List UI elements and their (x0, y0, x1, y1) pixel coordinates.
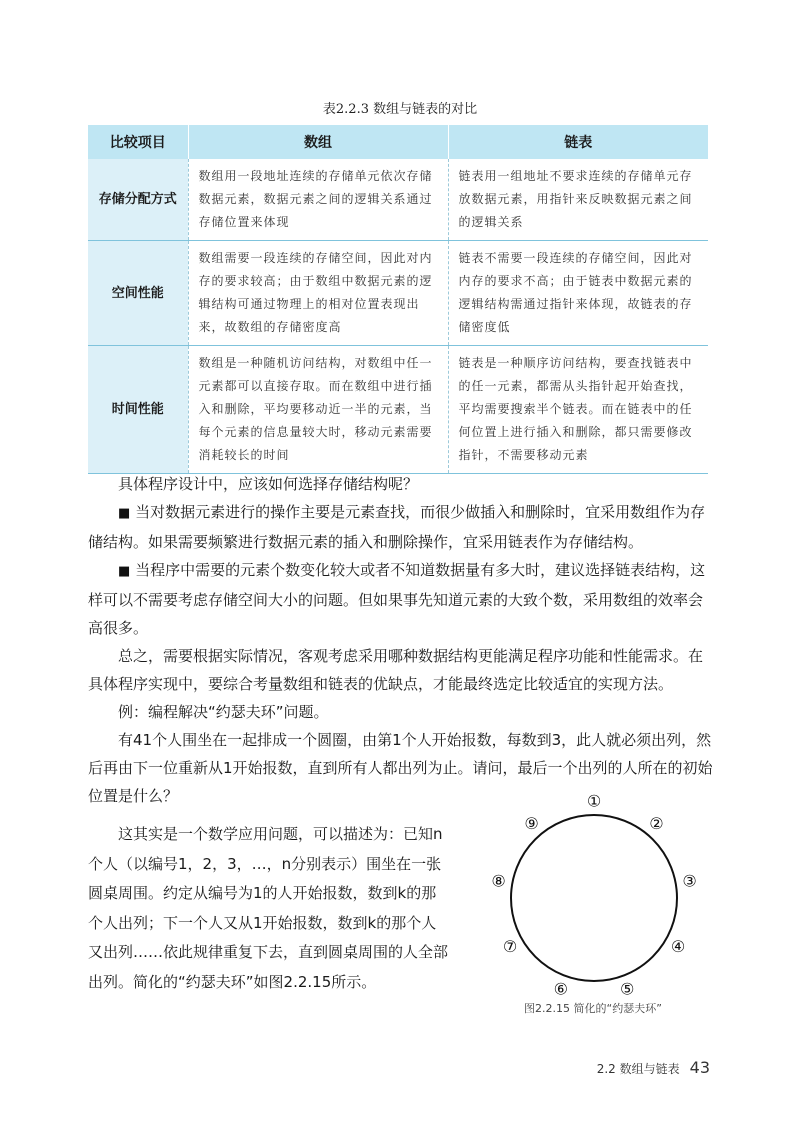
row-item: 时间性能 (88, 346, 188, 474)
ring-position-label: ④ (670, 937, 686, 956)
ring-position-label: ⑤ (620, 979, 635, 996)
row-array-cell: 数组用一段地址连续的存储单元依次存储数据元素，数据元素之间的逻辑关系通过存储位置来体现 (188, 159, 448, 241)
row-array-cell: 数组是一种随机访问结构，对数组中任一元素都可以直接存取。而在数组中进行插入和删除，平均要移动近一半的元素，当每个元素的信息量较大时，移动元素需要消耗较长的时间 (188, 346, 448, 474)
ring-position-label: ⑧ (491, 871, 506, 891)
paragraph: 有41个人围坐在一起排成一个圆圈，由第1个人开始报数，每数到3，此人就必须出列，然后再由下一位重新从1开始报数，直到所有人都出列为止。请问，最后一个出列的人所在的初始位置是什么？ (88, 731, 713, 805)
ring-position-label: ① (586, 791, 602, 811)
row-list-cell: 链表用一组地址不要求连续的存储单元存放数据元素，用指针来反映数据元素之间的逻辑关系 (448, 159, 708, 241)
paragraph: 具体程序设计中，应该如何选择存储结构呢？ (118, 475, 419, 493)
table-row (88, 241, 708, 346)
ring-position-label: ③ (682, 871, 697, 891)
table-row (88, 346, 708, 474)
row-list-cell: 链表不需要一段连续的存储空间，因此对内存的要求不高；由于链表中数据元素的逻辑结构需通过指针来体现，故链表的存储密度低 (448, 241, 708, 346)
comparison-table (88, 125, 708, 474)
footer-section: 2.2 数组与链表 (596, 1062, 680, 1076)
header-list: 链表 (448, 125, 708, 159)
josephus-ring-figure (488, 790, 698, 996)
table-row (88, 159, 708, 241)
table-header-row (88, 125, 708, 159)
body-text (88, 470, 716, 810)
figure-caption: 图2.2.15 简化的“约瑟夫环” (524, 1002, 662, 1015)
ring-position-label: ⑦ (502, 937, 518, 956)
paragraph: 这其实是一个数学应用问题，可以描述为：已知n个人（以编号1，2，3，…，n分别表示）围坐在一张圆桌周围。约定从编号为1的人开始报数，数到k的那个人出列；下一个人又从1开始报数，数到k的那个人又出列……依此规律重复下去，直到圆桌周围的人全部出列。简化的“约瑟夫环”如图2.2.15所示。 (88, 825, 449, 991)
table-caption: 表2.2.3 数组与链表的对比 (322, 102, 478, 117)
paragraph: 总之，需要根据实际情况，客观考虑采用哪种数据结构更能满足程序功能和性能需求。在具体程序实现中，要综合考量数组和链表的优缺点，才能最终选定比较适宜的实现方法。 (88, 647, 704, 693)
row-list-cell: 链表是一种顺序访问结构，要查找链表中的任一元素，都需从头指针起开始查找，平均需要搜索半个链表。而在链表中的任何位置上进行插入和删除，都只需要修改指针，不需要移动元素 (448, 346, 708, 474)
bullet-paragraph (88, 498, 716, 556)
ring-position-label: ⑥ (553, 979, 568, 996)
paragraph-text: 当程序中需要的元素个数变化较大或者不知道数据量有多大时，建议选择链表结构，这样可以不需要考虑存储空间大小的问题。但如果事先知道元素的大致个数，采用数组的效率会高很多。 (88, 561, 706, 637)
paragraph-text: 当对数据元素进行的操作主要是元素查找，而很少做插入和删除时，宜采用数组作为存储结构。如果需要频繁进行数据元素的插入和删除操作，宜采用链表作为存储结构。 (88, 503, 706, 551)
row-array-cell: 数组需要一段连续的存储空间，因此对内存的要求较高；由于数组中数据元素的逻辑结构可通过物理上的相对位置表现出来，故数组的存储密度高 (188, 241, 448, 346)
page-footer (597, 1058, 710, 1077)
header-item: 比较项目 (88, 125, 188, 159)
row-item: 存储分配方式 (88, 159, 188, 241)
ring-position-label: ② (649, 814, 664, 834)
ring-position-label: ⑨ (524, 814, 539, 834)
ring-circle (511, 815, 677, 981)
row-item: 空间性能 (88, 241, 188, 346)
bullet-square-icon: ■ (118, 506, 131, 521)
example-heading: 例：编程解决“约瑟夫环”问题。 (118, 703, 329, 721)
bullet-square-icon: ■ (118, 564, 131, 579)
description-column (88, 820, 448, 997)
bullet-paragraph (88, 556, 716, 642)
header-array: 数组 (188, 125, 448, 159)
page-number: 43 (689, 1058, 710, 1077)
